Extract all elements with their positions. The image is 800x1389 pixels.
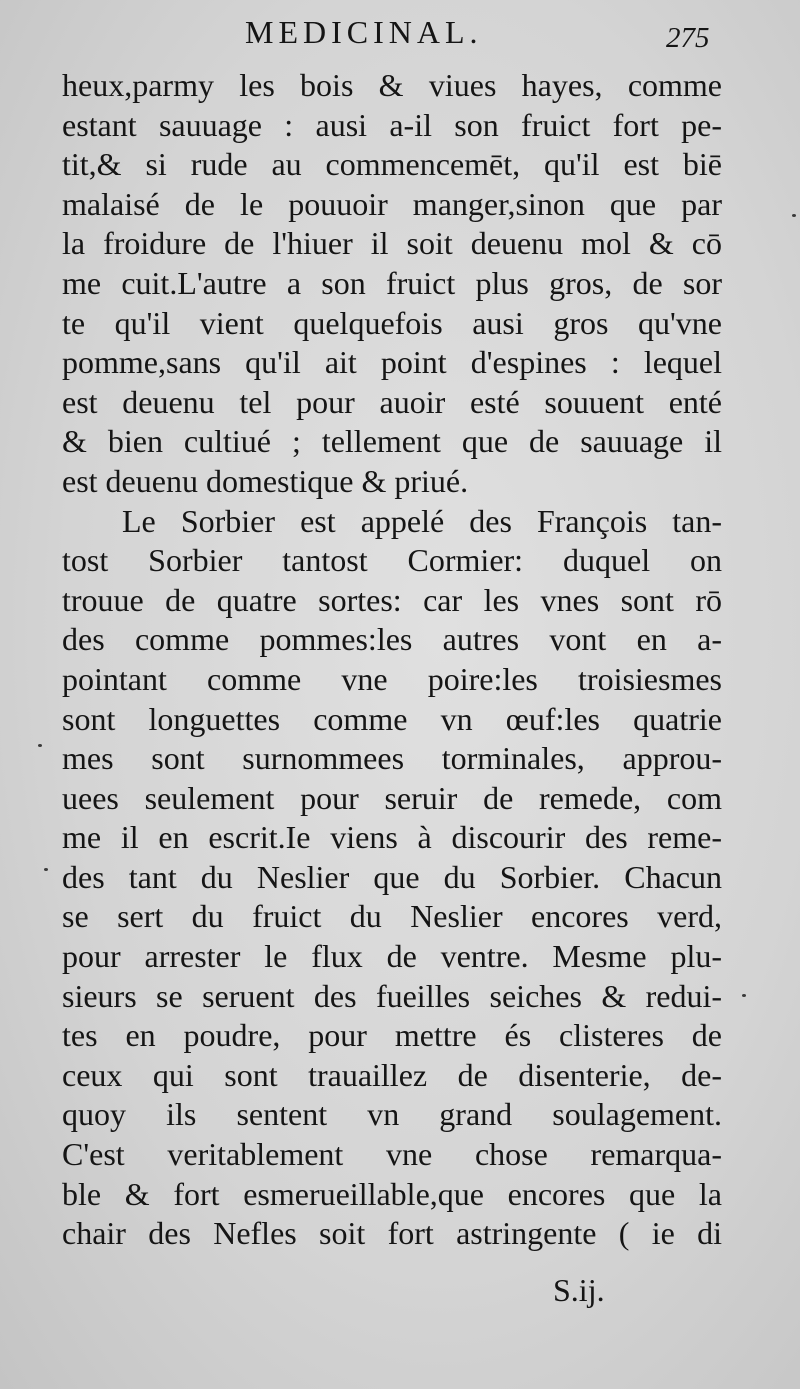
text-line: quoy ils sentent vn grand soulagement. xyxy=(62,1096,722,1133)
text-line: chair des Nefles soit fort astringente ( ie di xyxy=(62,1215,722,1252)
body-text xyxy=(62,66,722,1254)
text-line: la froidure de l'hiuer il soit deuenu mol & cō xyxy=(62,225,722,262)
text-line: ceux qui sont trauaillez de disenterie, de- xyxy=(62,1056,722,1093)
ink-speck xyxy=(38,744,42,747)
text-line: tit,& si rude au commencemēt, qu'il est biē xyxy=(62,146,722,183)
text-line: estant sauuage : ausi a-il son fruict fort pe- xyxy=(62,106,722,143)
text-line: pointant comme vne poire:les troisiesmes xyxy=(62,660,722,697)
text-line: sont longuettes comme vn œuf:les quatrie xyxy=(62,700,722,737)
running-title: MEDICINAL. xyxy=(245,14,483,50)
text-line: sieurs se seruent des fueilles seiches & redui- xyxy=(62,977,722,1014)
text-line: est deuenu domestique & priué. xyxy=(62,462,469,499)
text-line: est deuenu tel pour auoir esté souuent enté xyxy=(62,383,722,420)
ink-speck xyxy=(742,994,746,997)
text-line: pour arrester le flux de ventre. Mesme plu- xyxy=(62,938,722,975)
text-line: uees seulement pour seruir de remede, com xyxy=(62,779,722,816)
text-line: & bien cultiué ; tellement que de sauuage il xyxy=(62,423,722,460)
text-line: pomme,sans qu'il ait point d'espines : lequel xyxy=(62,344,722,381)
page-number: 275 xyxy=(666,22,710,54)
text-line: me il en escrit.Ie viens à discourir des reme- xyxy=(62,819,722,856)
ink-speck xyxy=(44,868,48,871)
text-line: tost Sorbier tantost Cormier: duquel on xyxy=(62,542,722,579)
ink-speck xyxy=(792,214,796,217)
text-line: malaisé de le pouuoir manger,sinon que par xyxy=(62,185,722,222)
signature-mark: S.ij. xyxy=(553,1272,605,1308)
text-line: Le Sorbier est appelé des François tan- xyxy=(122,502,722,539)
text-line: ble & fort esmerueillable,que encores que la xyxy=(62,1175,722,1212)
text-line: mes sont surnommees torminales, approu- xyxy=(62,740,722,777)
text-line: tes en poudre, pour mettre és clisteres de xyxy=(62,1017,722,1054)
text-line: heux,parmy les bois & viues hayes, comme xyxy=(62,67,722,103)
text-line: me cuit.L'autre a son fruict plus gros, de sor xyxy=(62,264,722,301)
page-header xyxy=(0,8,800,58)
text-line: C'est veritablement vne chose remarqua- xyxy=(62,1136,722,1173)
text-line: des tant du Neslier que du Sorbier. Chacun xyxy=(62,858,722,895)
text-line: se sert du fruict du Neslier encores verd, xyxy=(62,898,722,935)
text-line: trouue de quatre sortes: car les vnes sont rō xyxy=(62,581,722,618)
text-line: te qu'il vient quelquefois ausi gros qu'vne xyxy=(62,304,722,341)
text-line: des comme pommes:les autres vont en a- xyxy=(62,621,722,658)
